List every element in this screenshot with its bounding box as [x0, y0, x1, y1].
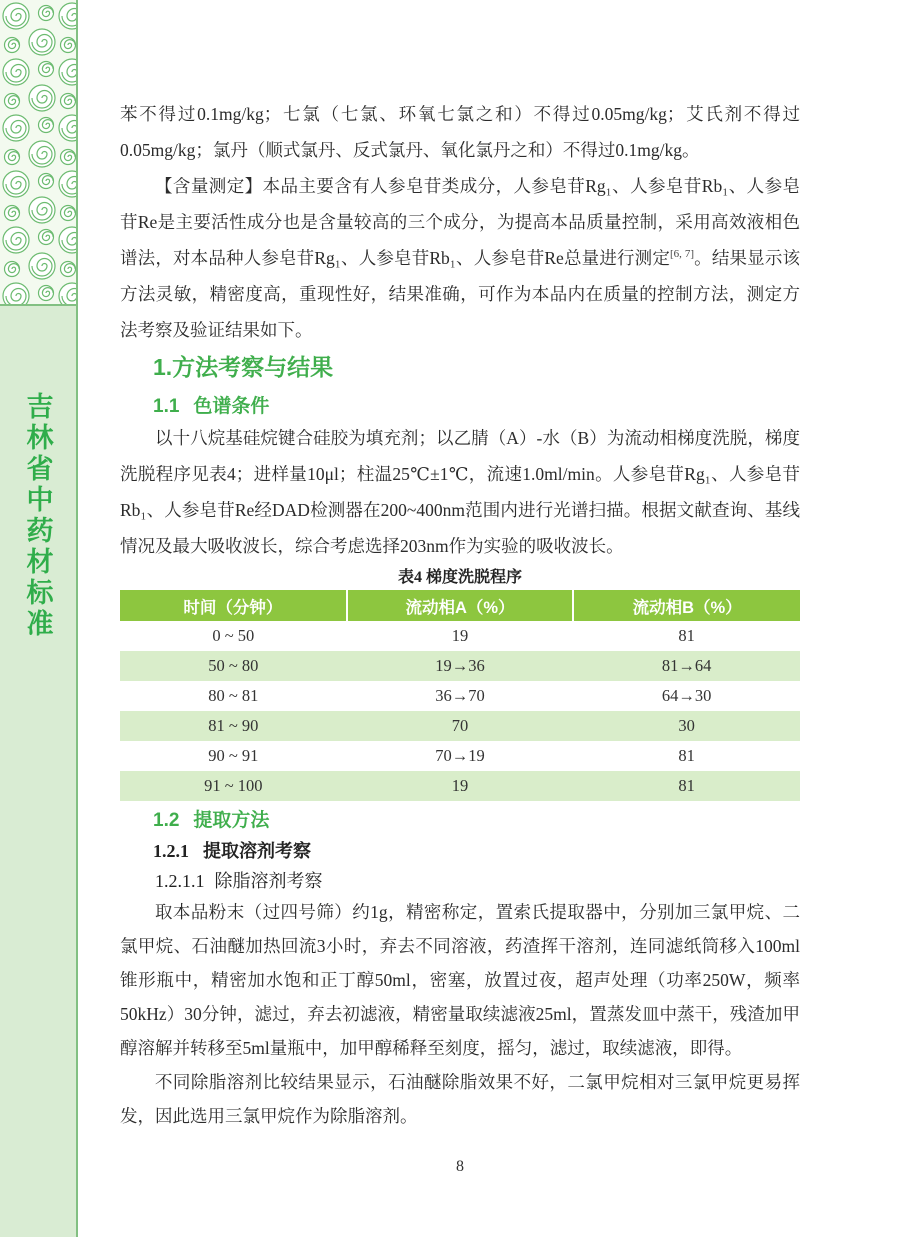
subsubsection-heading-solvent-study [153, 837, 800, 865]
subsection-heading-chromatography [153, 394, 800, 420]
table-cell: 81 [678, 746, 695, 765]
heading-title: 提取方法 [193, 810, 270, 831]
paragraph-pesticide-limits: 苯不得过0.1mg/kg；七氯（七氯、环氧七氯之和）不得过0.05mg/kg；艾氏剂不得过0.05mg/kg；氯丹（顺式氯丹、反式氯丹、氧化氯丹之和）不得过0.1mg/kg。 [120, 104, 800, 160]
column-header-time: 时间（分钟） [120, 590, 347, 621]
table-row [120, 741, 800, 771]
heading-title: 提取溶剂考察 [203, 841, 311, 861]
page-content [120, 0, 800, 1133]
table-row [120, 621, 800, 651]
table-cell: 36→70 [435, 686, 485, 705]
section-heading-methods: 1.方法考察与结果 [153, 354, 334, 380]
table-cell: 30 [573, 711, 800, 741]
gradient-elution-table [120, 590, 800, 801]
content-determination-text: 【含量测定】本品主要含有人参皂苷类成分，人参皂苷Rg₁、人参皂苷Rb₁、人参皂苷Re是主要活性成分也是含量较高的三个成分，为提高本品质量控制，采用高效液相色谱法，对本品种人参皂苷Rg₁、人参皂苷Rb₁、人参皂苷Re总量进行测定 [120, 176, 800, 268]
column-header-mobile-phase-b: 流动相B（%） [573, 590, 800, 621]
table-cell: 81→64 [573, 651, 800, 681]
series-vertical-title: 吉林省中药材标准 [22, 392, 53, 640]
table-cell: 0 ~ 50 [212, 626, 255, 645]
table-cell: 70→19 [435, 746, 485, 765]
heading-number: 1.2 [153, 810, 180, 831]
heading-title: 除脂溶剂考察 [214, 871, 323, 891]
page-number: 8 [456, 1158, 464, 1175]
table-header [120, 590, 800, 621]
table-cell: 81 [678, 626, 695, 645]
table-caption: 表4 梯度洗脱程序 [397, 569, 522, 586]
content-determination-text-cont: 。结果显示该方法灵敏，精密度高，重现性好，结果准确，可作为本品内在质量的控制方法，测定方法考察及验证结果如下。 [120, 248, 801, 340]
table-cell: 90 ~ 91 [208, 746, 259, 765]
table-row [120, 681, 800, 711]
table-header-row [120, 590, 800, 621]
table-cell: 19→36 [347, 651, 574, 681]
table-cell: 19 [347, 771, 574, 801]
subsubsubsection-heading-degreasing-solvent [155, 867, 800, 895]
table-cell: 50 ~ 80 [120, 651, 347, 681]
heading-number: 1.2.1 [153, 841, 189, 861]
table-cell: 64→30 [661, 686, 712, 705]
table-cell: 19 [451, 626, 469, 645]
column-header-mobile-phase-a: 流动相A（%） [347, 590, 574, 621]
table-cell: 70 [347, 711, 574, 741]
heading-title: 色谱条件 [193, 396, 270, 417]
paragraph-solvent-conclusion: 不同除脂溶剂比较结果显示，石油醚除脂效果不好，二氯甲烷相对三氯甲烷更易挥发，因此选用三氯甲烷作为除脂溶剂。 [120, 1072, 800, 1126]
decorative-sidebar [0, 0, 78, 1237]
paragraph-chromatography-conditions: 以十八烷基硅烷键合硅胶为填充剂；以乙腈（A）-水（B）为流动相梯度洗脱，梯度洗脱程序见表4；进样量10μl；柱温25℃±1℃，流速1.0ml/min。人参皂苷Rg₁、人参皂苷Rb₁、人参皂苷Re经DAD检测器在200~400nm范围内进行光谱扫描。根据文献查询、基线情况及最大吸收波长，综合考虑选择203nm作为实验的吸收波长。 [120, 428, 800, 556]
table-body [120, 621, 800, 801]
subsection-heading-extraction [153, 807, 800, 835]
table-cell: 91 ~ 100 [120, 771, 347, 801]
table-row [120, 711, 800, 741]
table-cell: 81 ~ 90 [120, 711, 347, 741]
spiral-pattern-svg [0, 0, 76, 306]
reference-superscript: [6, 7] [670, 248, 694, 261]
table-row [120, 651, 800, 681]
table-cell: 81 [573, 771, 800, 801]
paragraph-content-determination [120, 168, 800, 348]
spiral-pattern [0, 0, 76, 306]
heading-number: 1.1 [153, 396, 180, 417]
table-cell: 80 ~ 81 [208, 686, 259, 705]
table-row [120, 771, 800, 801]
paragraph-extraction-procedure: 取本品粉末（过四号筛）约1g，精密称定，置索氏提取器中，分别加三氯甲烷、二氯甲烷、石油醚加热回流3小时，弃去不同溶液，药渣挥干溶剂，连同滤纸筒移入100ml锥形瓶中，精密加水饱和正丁醇50ml，密塞，放置过夜，超声处理（功率250W，频率50kHz）30分钟，滤过，弃去初滤液，精密量取续滤液25ml，置蒸发皿中蒸干，残渣加甲醇溶解并转移至5ml量瓶中，加甲醇稀释至刻度，摇匀，滤过，取续滤液，即得。 [120, 902, 800, 1058]
heading-number: 1.2.1.1 [155, 871, 205, 891]
